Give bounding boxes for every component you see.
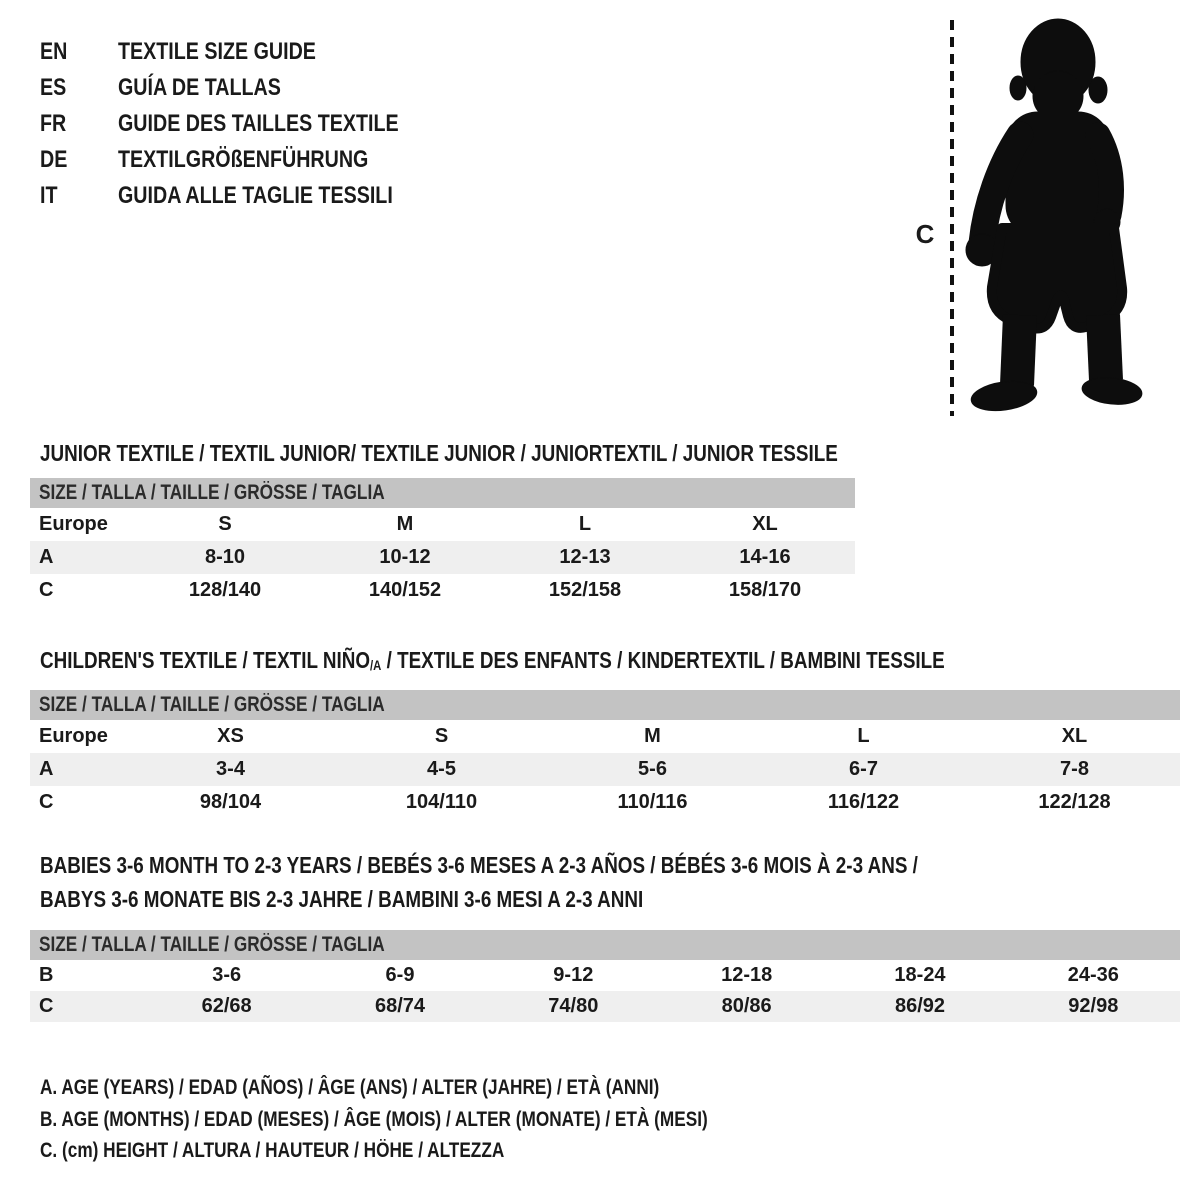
size-cell: 5-6 (638, 758, 667, 780)
legend-line-b: B. AGE (MONTHS) / EDAD (MESES) / ÂGE (MOIS) / ALTER (MONATE) / ETÀ (MESI) (40, 1107, 708, 1131)
language-code: EN (40, 38, 68, 65)
language-title: TEXTILGRÖßENFÜHRUNG (118, 146, 369, 173)
language-title-list (40, 34, 460, 214)
size-cell: 12-18 (721, 964, 773, 986)
col-header: XL (1061, 725, 1088, 747)
size-cell: 14-16 (739, 546, 791, 568)
row-label: A (39, 758, 54, 780)
size-cell: 110/116 (617, 791, 688, 813)
size-header-bar (30, 690, 1180, 720)
row-label: A (39, 546, 54, 568)
size-cell: 12-13 (559, 546, 611, 568)
size-cell: 6-7 (849, 758, 878, 780)
col-header: S (434, 725, 449, 747)
language-title: TEXTILE SIZE GUIDE (118, 38, 316, 65)
col-header: S (218, 513, 232, 535)
toddler-silhouette-icon (900, 0, 1160, 430)
language-row (40, 34, 460, 70)
col-header: L (857, 725, 870, 747)
table-row (30, 960, 1180, 991)
size-cell: 68/74 (374, 995, 426, 1017)
size-cell: 116/122 (827, 791, 900, 813)
size-cell: 8-10 (204, 546, 246, 568)
language-title: GUÍA DE TALLAS (118, 74, 281, 101)
size-cell: 74/80 (548, 995, 599, 1017)
size-cell: 4-5 (427, 758, 456, 780)
children-section-title: CHILDREN'S TEXTILE / TEXTIL NIÑO/A / TEXTILE DES ENFANTS / KINDERTEXTIL / BAMBINI TESSILE (40, 647, 945, 674)
size-cell: 140/152 (368, 579, 442, 601)
size-cell: 122/128 (1038, 791, 1111, 813)
size-cell: 86/92 (894, 995, 946, 1017)
language-row (40, 70, 460, 106)
language-row (40, 142, 460, 178)
size-cell: 24-36 (1067, 964, 1119, 986)
size-cell: 62/68 (201, 995, 252, 1017)
size-cell: 3-4 (216, 758, 245, 780)
size-cell: 128/140 (188, 579, 262, 601)
babies-section-title: BABIES 3-6 MONTH TO 2-3 YEARS / BEBÉS 3-6 MESES A 2-3 AÑOS / BÉBÉS 3-6 MOIS À 2-3 ANS / BABYS 3-6 MONATE BIS 2-3 JAHRE / BAMBINI 3-6 MESI A 2-3 ANNI (40, 852, 918, 912)
table-row (30, 786, 1180, 819)
table-row (30, 753, 1180, 786)
size-header-label: SIZE / TALLA / TAILLE / GRÖSSE / TAGLIA (39, 693, 385, 716)
language-row (40, 106, 460, 142)
col-header: L (578, 513, 592, 535)
size-cell: 3-6 (212, 964, 242, 986)
language-title: GUIDA ALLE TAGLIE TESSILI (118, 182, 393, 209)
size-cell: 98/104 (199, 791, 262, 813)
measure-legend (40, 1072, 854, 1167)
col-header: XS (217, 725, 244, 747)
language-title: GUIDE DES TAILLES TEXTILE (118, 110, 399, 137)
col-header: XL (752, 513, 778, 535)
row-label: C (39, 791, 54, 813)
size-header-bar (30, 478, 855, 508)
row-label: Europe (39, 513, 108, 535)
size-cell: 9-12 (553, 964, 594, 986)
size-cell: 6-9 (385, 964, 415, 986)
row-label: B (39, 964, 54, 986)
size-header-label: SIZE / TALLA / TAILLE / GRÖSSE / TAGLIA (39, 933, 385, 956)
language-row (40, 178, 460, 214)
col-header: M (644, 725, 661, 747)
size-cell: 152/158 (548, 579, 622, 601)
junior-size-table (30, 478, 855, 607)
table-row (30, 991, 1180, 1022)
row-label: Europe (39, 725, 108, 747)
table-row (30, 508, 855, 541)
language-code: IT (40, 182, 58, 209)
size-cell: 18-24 (894, 964, 946, 986)
size-header-bar (30, 930, 1180, 960)
table-row (30, 541, 855, 574)
row-label: C (39, 579, 54, 601)
figure-measure-label: C (915, 219, 935, 249)
babies-size-table (30, 930, 1180, 1022)
row-label: C (39, 995, 54, 1017)
junior-section-title: JUNIOR TEXTILE / TEXTIL JUNIOR/ TEXTILE JUNIOR / JUNIORTEXTIL / JUNIOR TESSILE (40, 440, 838, 466)
size-cell: 92/98 (1068, 995, 1119, 1017)
table-row (30, 574, 855, 607)
legend-line-c: C. (cm) HEIGHT / ALTURA / HAUTEUR / HÖHE / ALTEZZA (40, 1139, 505, 1162)
col-header: M (396, 513, 414, 535)
table-row (30, 720, 1180, 753)
size-header-label: SIZE / TALLA / TAILLE / GRÖSSE / TAGLIA (39, 481, 385, 504)
children-size-table (30, 690, 1180, 819)
language-code: FR (40, 110, 67, 137)
size-cell: 7-8 (1060, 758, 1089, 780)
legend-line-a: A. AGE (YEARS) / EDAD (AÑOS) / ÂGE (ANS) / ALTER (JAHRE) / ETÀ (ANNI) (40, 1076, 660, 1099)
size-cell: 158/170 (728, 579, 802, 601)
language-code: ES (40, 74, 67, 101)
size-cell: 80/86 (721, 995, 772, 1017)
size-cell: 104/110 (405, 791, 478, 813)
size-cell: 10-12 (379, 546, 431, 568)
language-code: DE (40, 146, 68, 173)
